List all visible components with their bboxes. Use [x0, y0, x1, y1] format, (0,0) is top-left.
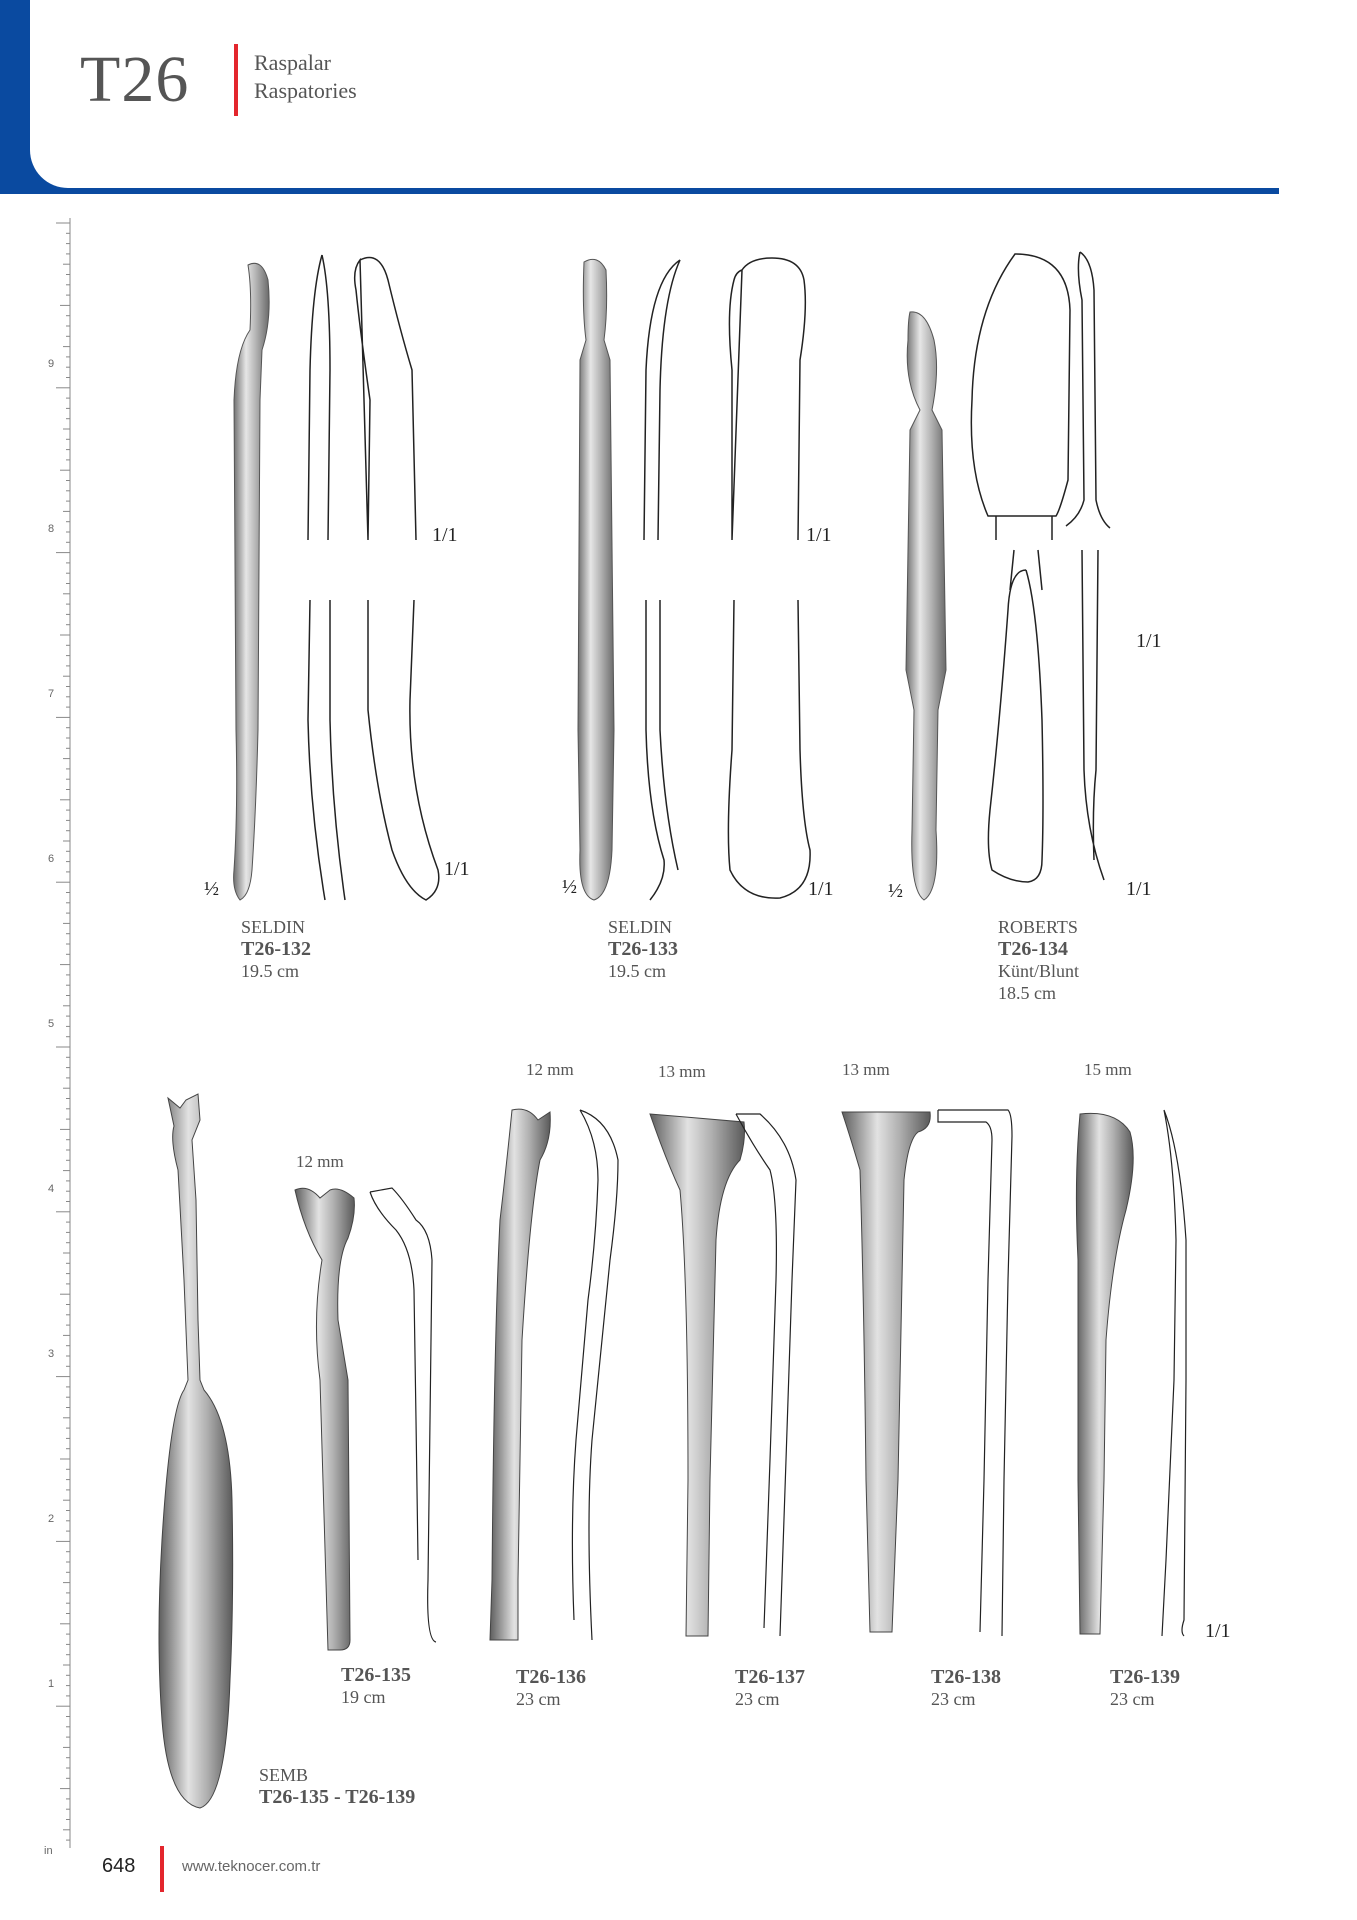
blade-width: 13 mm [658, 1062, 706, 1081]
seldin-132-photo [234, 263, 270, 900]
scale-marker: 1/1 [444, 858, 470, 880]
product-code-range: T26-135 - T26-139 [259, 1786, 416, 1808]
product-label-t26-138 [931, 1666, 1001, 1710]
scale-marker: 1/1 [1136, 630, 1162, 652]
ruler-ticks [38, 218, 74, 1848]
header-blue-rule [60, 188, 1279, 194]
product-length: 23 cm [931, 1689, 976, 1709]
product-label-t26-137 [735, 1666, 805, 1710]
product-code: T26-132 [241, 938, 311, 960]
raspatory-136-profile [572, 1110, 618, 1640]
ruler-number: 2 [48, 1513, 55, 1525]
scale-marker: ½ [204, 878, 219, 900]
seldin-133-photo [578, 259, 614, 900]
semb-handle-photo [159, 1094, 233, 1808]
seldin-133-front [728, 258, 810, 898]
top-instruments-illustration [180, 250, 1180, 910]
product-code: T26-134 [998, 938, 1068, 960]
category-title-tr: Raspalar [254, 50, 331, 75]
ruler-number: 5 [48, 1018, 55, 1030]
scale-marker: ½ [888, 880, 903, 902]
product-label-t26-134 [998, 916, 1079, 1004]
product-name: ROBERTS [998, 917, 1078, 937]
product-code: T26-137 [735, 1666, 805, 1688]
seldin-132-profile [308, 255, 325, 900]
product-length: 23 cm [735, 1689, 780, 1709]
product-length: 19.5 cm [608, 961, 666, 981]
product-label-t26-135 [341, 1664, 411, 1708]
product-length: 23 cm [1110, 1689, 1155, 1709]
raspatory-137-photo [650, 1114, 745, 1636]
roberts-134-profile [1066, 252, 1110, 880]
seldin-132-profile [322, 255, 345, 900]
ruler-number: 4 [48, 1183, 55, 1195]
blade-width: 12 mm [526, 1060, 574, 1079]
header-red-divider [234, 44, 238, 116]
raspatory-139-photo [1076, 1113, 1133, 1634]
raspatory-139-profile [1162, 1110, 1186, 1636]
product-length: 19.5 cm [241, 961, 299, 981]
roberts-134-front [988, 550, 1043, 882]
scale-marker: 1/1 [808, 878, 834, 900]
ruler-number: 3 [48, 1348, 55, 1360]
raspatory-135-profile [370, 1188, 436, 1642]
ruler-unit: in [44, 1845, 53, 1857]
seldin-133-profile [644, 260, 680, 900]
product-label-t26-133 [608, 916, 678, 982]
ruler-number: 7 [48, 688, 55, 700]
blade-width: 15 mm [1084, 1060, 1132, 1079]
roberts-134-photo [906, 312, 946, 900]
product-label-t26-132 [241, 916, 311, 982]
product-name: SELDIN [241, 917, 305, 937]
category-title-en: Raspatories [254, 78, 357, 103]
catalog-code: T26 [80, 43, 190, 116]
product-length: 18.5 cm [998, 983, 1056, 1003]
raspatory-135-photo [295, 1188, 354, 1650]
product-length: 19 cm [341, 1687, 386, 1707]
scale-marker: 1/1 [432, 524, 458, 546]
scale-marker: ½ [562, 876, 577, 898]
blade-width: 12 mm [296, 1152, 344, 1171]
roberts-134-front [971, 254, 1070, 540]
ruler-number: 9 [48, 358, 55, 370]
scale-marker: 1/1 [1126, 878, 1152, 900]
scale-marker: 1/1 [806, 524, 832, 546]
seldin-132-front [355, 258, 439, 901]
header-blue-band [0, 0, 30, 194]
product-code: T26-133 [608, 938, 678, 960]
product-code: T26-135 [341, 1664, 411, 1686]
ruler-number: 6 [48, 853, 55, 865]
product-length: 23 cm [516, 1689, 561, 1709]
website-link[interactable]: www.teknocer.com.tr [182, 1858, 321, 1875]
ruler-number: 1 [48, 1678, 55, 1690]
inch-ruler [38, 218, 74, 1848]
product-code: T26-136 [516, 1666, 586, 1688]
product-label-t26-136 [516, 1666, 586, 1710]
page-number: 648 [102, 1855, 136, 1877]
raspatory-138-photo [842, 1112, 930, 1632]
raspatory-137-profile [736, 1114, 796, 1636]
product-code: T26-138 [931, 1666, 1001, 1688]
product-label-t26-139 [1110, 1666, 1180, 1710]
product-note: Künt/Blunt [998, 961, 1080, 981]
product-name: SEMB [259, 1765, 309, 1785]
product-code: T26-139 [1110, 1666, 1180, 1688]
raspatory-138-profile [938, 1110, 1012, 1636]
product-label-semb [259, 1764, 415, 1808]
raspatory-136-photo [490, 1109, 550, 1640]
scale-marker: 1/1 [1205, 1620, 1231, 1642]
footer-red-divider [160, 1846, 164, 1892]
blade-width: 13 mm [842, 1060, 890, 1079]
ruler-number: 8 [48, 523, 55, 535]
product-name: SELDIN [608, 917, 672, 937]
bottom-instruments-illustration [140, 1080, 1240, 1820]
